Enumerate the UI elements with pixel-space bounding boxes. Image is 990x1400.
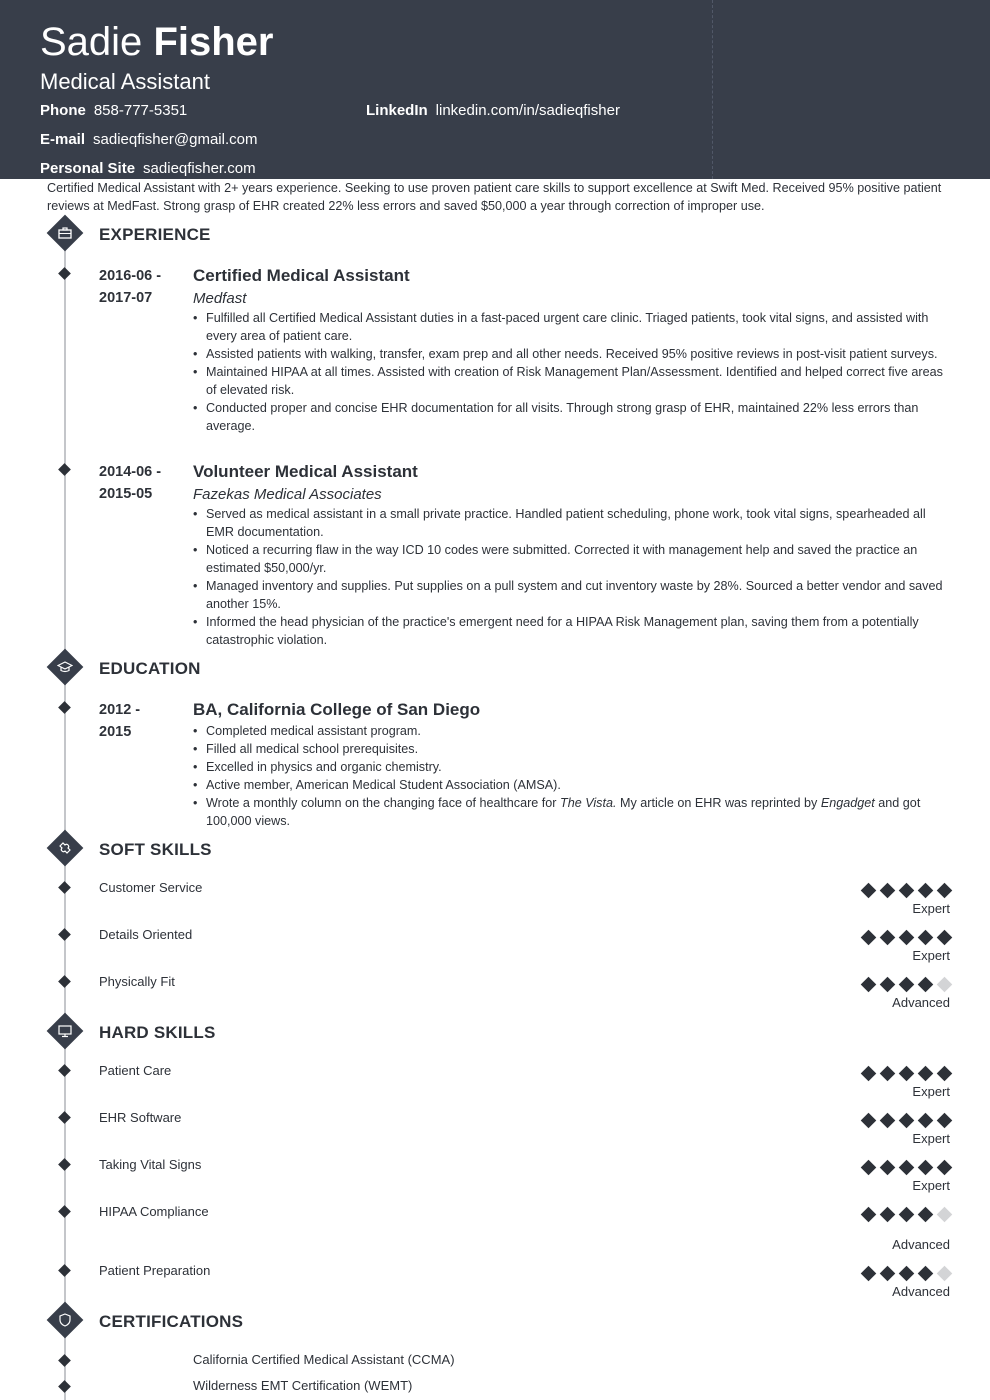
skill-rating	[855, 885, 950, 896]
rating-diamond	[937, 883, 953, 899]
email-link[interactable]: sadieqfisher@gmail.com	[93, 131, 258, 148]
job-company: Fazekas Medical Associates	[193, 486, 382, 503]
phone-label: Phone	[40, 102, 86, 119]
resume-header	[0, 0, 990, 179]
certifications-title: CERTIFICATIONS	[99, 1312, 244, 1331]
certification-item: Wilderness EMT Certification (WEMT)	[193, 1378, 413, 1393]
skill-rating	[855, 979, 950, 990]
skill-rating	[855, 1162, 950, 1173]
rating-diamond	[937, 1160, 953, 1176]
rating-diamond	[861, 883, 877, 899]
date-end: 2015-05	[99, 486, 153, 502]
candidate-role: Medical Assistant	[40, 69, 210, 94]
skill-name: Customer Service	[99, 880, 203, 895]
job-date	[99, 461, 189, 505]
timeline-dot	[58, 1205, 71, 1218]
rating-diamond	[918, 1207, 934, 1223]
candidate-name	[40, 18, 273, 66]
rating-diamond	[918, 1266, 934, 1282]
date-end: 2017-07	[99, 290, 153, 306]
rating-diamond	[880, 977, 896, 993]
rating-diamond	[880, 1160, 896, 1176]
timeline-dot	[58, 975, 71, 988]
phone-value: 858-777-5351	[93, 102, 188, 119]
timeline-dot	[58, 1264, 71, 1277]
education-date	[99, 699, 189, 743]
timeline-dot	[58, 1380, 71, 1393]
job-bullets	[193, 309, 950, 435]
hard-skills-title: HARD SKILLS	[99, 1023, 216, 1042]
bullet: • Filled all medical school prerequisites.	[193, 740, 950, 758]
timeline-dot	[58, 267, 71, 280]
skill-level: Expert	[912, 1131, 950, 1146]
bullet: • Served as medical assistant in a small private practice. Handled patient scheduling, phone work, took vital signs, spearheaded all EMR documentation.	[193, 505, 950, 541]
rating-diamond	[899, 1160, 915, 1176]
timeline-dot	[58, 701, 71, 714]
rating-diamond	[937, 1266, 953, 1282]
rating-diamond	[918, 883, 934, 899]
degree-title: BA, California College of San Diego	[193, 700, 481, 719]
timeline-dot	[58, 928, 71, 941]
experience-title: EXPERIENCE	[99, 225, 211, 244]
skill-name: Physically Fit	[99, 974, 175, 989]
rating-diamond	[937, 1066, 953, 1082]
timeline-line	[64, 250, 66, 1400]
skill-level: Expert	[912, 948, 950, 963]
job-company: Medfast	[193, 290, 247, 307]
rating-diamond	[899, 977, 915, 993]
job-title: Certified Medical Assistant	[193, 266, 410, 285]
job-title: Volunteer Medical Assistant	[193, 462, 418, 481]
bullet: • Active member, American Medical Student Association (AMSA).	[193, 776, 950, 794]
soft-skills-title: SOFT SKILLS	[99, 840, 212, 859]
publication-name: Engadget	[820, 796, 875, 810]
skill-level: Expert	[912, 1178, 950, 1193]
timeline-dot	[58, 463, 71, 476]
contact-linkedin	[366, 101, 620, 121]
bullet: • Informed the head physician of the practice's emergent need for a HIPAA Risk Management plan, saving them from a potentially catastrophic violation.	[193, 613, 950, 649]
bullet: • Maintained HIPAA at all times. Assisted with creation of Risk Management Plan/Assessment. Identified and helped correct five areas of elevated risk.	[193, 363, 950, 399]
rating-diamond	[899, 883, 915, 899]
briefcase-icon	[47, 215, 84, 252]
bullet: • Conducted proper and concise EHR documentation for all visits. Through strong grasp of EHR, maintained 22% less errors than average.	[193, 399, 950, 435]
rating-diamond	[918, 1066, 934, 1082]
date-start: 2012 -	[99, 702, 141, 718]
skill-level: Advanced	[892, 995, 950, 1010]
date-start: 2016-06 -	[99, 268, 162, 284]
rating-diamond	[880, 1266, 896, 1282]
rating-diamond	[937, 1207, 953, 1223]
last-name: Fisher	[153, 20, 274, 64]
date-end: 2015	[99, 724, 132, 740]
bullet-text: My article on EHR was reprinted by	[616, 796, 821, 810]
skill-name: Patient Preparation	[99, 1263, 211, 1278]
job-date	[99, 265, 189, 309]
rating-diamond	[880, 1066, 896, 1082]
bullet	[193, 794, 950, 830]
bullet: • Fulfilled all Certified Medical Assistant duties in a fast-paced urgent care clinic. Triaged patients, took vital signs, and assisted with every area of patient care.	[193, 309, 950, 345]
rating-diamond	[899, 1066, 915, 1082]
site-link[interactable]: sadieqfisher.com	[143, 160, 256, 177]
timeline-dot	[58, 1064, 71, 1077]
rating-diamond	[880, 1207, 896, 1223]
rating-diamond	[918, 977, 934, 993]
rating-diamond	[937, 977, 953, 993]
skill-level: Expert	[912, 901, 950, 916]
skill-name: HIPAA Compliance	[99, 1204, 209, 1219]
email-label: E-mail	[40, 131, 86, 148]
skill-name: Patient Care	[99, 1063, 172, 1078]
skill-rating	[855, 932, 950, 943]
skill-rating	[855, 1068, 950, 1079]
skill-rating	[855, 1209, 950, 1220]
bullet: • Managed inventory and supplies. Put supplies on a pull system and cut inventory waste by 28%. Sourced a better vendor and saved another 15%.	[193, 577, 950, 613]
rating-diamond	[880, 930, 896, 946]
skill-name: Taking Vital Signs	[99, 1157, 202, 1172]
timeline-dot	[58, 1158, 71, 1171]
rating-diamond	[861, 1207, 877, 1223]
contact-phone	[40, 101, 187, 121]
rating-diamond	[861, 1113, 877, 1129]
bullet: • Excelled in physics and organic chemistry.	[193, 758, 950, 776]
rating-diamond	[861, 977, 877, 993]
rating-diamond	[937, 930, 953, 946]
skill-level: Advanced	[892, 1237, 950, 1252]
contact-email	[40, 130, 257, 150]
education-bullets	[193, 722, 950, 830]
header-divider	[712, 0, 713, 179]
rating-diamond	[861, 1160, 877, 1176]
rating-diamond	[899, 1207, 915, 1223]
bullet-text: Wrote a monthly column on the changing face of healthcare for	[206, 796, 560, 810]
rating-diamond	[899, 1266, 915, 1282]
rating-diamond	[861, 1066, 877, 1082]
shield-icon	[47, 1302, 84, 1339]
education-title: EDUCATION	[99, 659, 201, 678]
rating-diamond	[918, 930, 934, 946]
timeline-dot	[58, 1354, 71, 1367]
rating-diamond	[899, 930, 915, 946]
skill-name: EHR Software	[99, 1110, 182, 1125]
summary-text: Certified Medical Assistant with 2+ years experience. Seeking to use proven patient care skills to support excellence at Swift Med. Received 95% positive patient reviews at MedFast. Strong grasp of EHR created 22% less errors and saved $50,000 a year through correction of improper use.	[47, 181, 942, 213]
bullet-text: and got 100,000 views.	[206, 796, 921, 828]
rating-diamond	[918, 1160, 934, 1176]
publication-name: The Vista.	[560, 796, 617, 810]
skill-level: Expert	[912, 1084, 950, 1099]
skill-rating	[855, 1268, 950, 1279]
skill-level: Advanced	[892, 1284, 950, 1299]
skill-name: Details Oriented	[99, 927, 193, 942]
bullet: • Assisted patients with walking, transfer, exam prep and all other needs. Received 95% positive reviews in post-visit patient surveys.	[193, 345, 950, 363]
linkedin-link[interactable]: linkedin.com/in/sadieqfisher	[435, 102, 620, 119]
first-name: Sadie	[40, 20, 143, 64]
rating-diamond	[918, 1113, 934, 1129]
job-bullets	[193, 505, 950, 649]
contact-site	[40, 159, 256, 179]
monitor-icon	[47, 1013, 84, 1050]
skill-rating	[855, 1115, 950, 1126]
rating-diamond	[880, 883, 896, 899]
linkedin-label: LinkedIn	[366, 102, 428, 119]
timeline-dot	[58, 1111, 71, 1124]
rating-diamond	[861, 1266, 877, 1282]
rating-diamond	[899, 1113, 915, 1129]
puzzle-icon	[47, 830, 84, 867]
site-label: Personal Site	[40, 160, 136, 177]
rating-diamond	[880, 1113, 896, 1129]
certification-item: California Certified Medical Assistant (CCMA)	[193, 1352, 455, 1367]
rating-diamond	[861, 930, 877, 946]
bullet: • Completed medical assistant program.	[193, 722, 950, 740]
graduation-cap-icon	[47, 649, 84, 686]
date-start: 2014-06 -	[99, 464, 162, 480]
rating-diamond	[937, 1113, 953, 1129]
timeline-dot	[58, 881, 71, 894]
bullet: • Noticed a recurring flaw in the way ICD 10 codes were submitted. Corrected it with management help and saved the practice an estimated $50,000/yr.	[193, 541, 950, 577]
